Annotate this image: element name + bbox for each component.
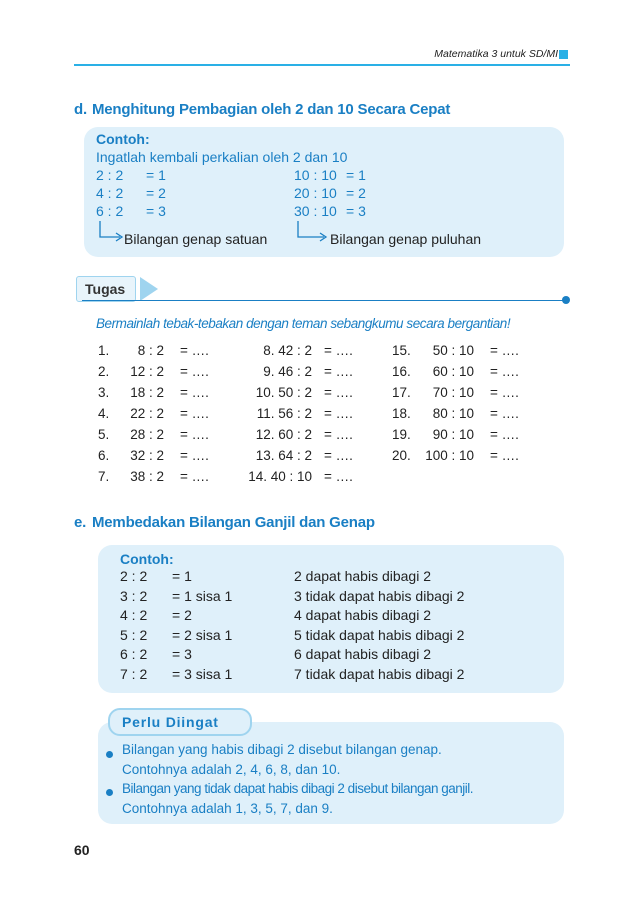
tugas-rule-dot (562, 296, 570, 304)
bullet-icon (106, 789, 113, 796)
parity-result: = 3 sisa 1 (172, 665, 233, 682)
exercise-number: 1. (98, 343, 110, 358)
parity-result: = 1 (172, 568, 192, 584)
exercise-number: 17. (392, 385, 411, 400)
parity-expr: 5 : 2 (120, 626, 148, 643)
exercise-answer: = …. (324, 448, 353, 463)
exercise-expr: 22 : 2 (130, 406, 164, 421)
exercise-number: 6. (98, 448, 110, 463)
exercise-expr: 60 : 10 (432, 364, 474, 379)
parity-note: 3 tidak dapat habis dibagi 2 (294, 587, 465, 604)
exercise-answer: = …. (490, 427, 519, 442)
exercise-answer: = …. (180, 343, 209, 358)
exercise-answer: = …. (180, 427, 209, 442)
parity-note: 5 tidak dapat habis dibagi 2 (294, 626, 465, 643)
section-e-title: e. Membedakan Bilangan Ganjil dan Genap (74, 514, 375, 531)
perlu-diingat-tab: Perlu Diingat (108, 708, 252, 736)
exercise-answer: = …. (180, 406, 209, 421)
contoh-label-e: Contoh: (120, 551, 174, 567)
exercise-expr: 32 : 2 (130, 448, 164, 463)
reminder-2-line2: Contohnya adalah 1, 3, 5, 7, dan 9. (122, 801, 333, 816)
exercise-number: 2. (98, 364, 110, 379)
exercise-expr: 100 : 10 (425, 448, 474, 463)
exercise-expr: 38 : 2 (130, 469, 164, 484)
section-d-title: d. Menghitung Pembagian oleh 2 dan 10 Secara Cepat (74, 101, 451, 118)
exercise-number: 4. (98, 406, 110, 421)
tugas-rule (82, 300, 566, 301)
exercise-number: 18. (392, 406, 411, 421)
section-d-example-box (84, 127, 564, 257)
exercise-answer: = …. (490, 385, 519, 400)
left-row-1-res: = 1 (146, 167, 166, 183)
exercise-answer: = …. (324, 385, 353, 400)
exercise-expr: 80 : 10 (432, 406, 474, 421)
header-rule (74, 64, 570, 66)
parity-expr: 3 : 2 (120, 587, 148, 604)
note-left: Bilangan genap satuan (124, 231, 268, 247)
parity-note: 2 dapat habis dibagi 2 (294, 568, 431, 584)
right-row-1-res: = 1 (346, 167, 366, 183)
exercise-number: 19. (392, 427, 411, 442)
exercise-answer: = …. (324, 406, 353, 421)
page-number: 60 (74, 842, 90, 858)
exercise-answer: = …. (324, 364, 353, 379)
exercise-number: 20. (392, 448, 411, 463)
exercise-expr: 18 : 2 (130, 385, 164, 400)
right-row-2-expr: 20 : 10 (294, 185, 337, 201)
right-row-2-res: = 2 (346, 185, 366, 201)
parity-expr: 6 : 2 (120, 646, 148, 662)
reminder-1-line2: Contohnya adalah 2, 4, 6, 8, dan 10. (122, 762, 341, 777)
exercise-expr: 10. 50 : 2 (255, 385, 312, 400)
right-row-1-expr: 10 : 10 (294, 167, 337, 183)
exercise-answer: = …. (180, 448, 209, 463)
tugas-instruction: Bermainlah tebak-tebakan dengan teman sebangkumu secara bergantian! (96, 316, 511, 331)
exercise-answer: = …. (490, 448, 519, 463)
reminder-1-line1: Bilangan yang habis dibagi 2 disebut bilangan genap. (122, 742, 442, 757)
left-row-3-res: = 3 (146, 203, 166, 219)
parity-expr: 2 : 2 (120, 568, 148, 584)
left-row-2-res: = 2 (146, 185, 166, 201)
exercise-answer: = …. (490, 364, 519, 379)
exercise-answer: = …. (180, 385, 209, 400)
exercise-answer: = …. (180, 364, 209, 379)
exercise-expr: 13. 64 : 2 (255, 448, 312, 463)
arrow-right-icon (296, 221, 330, 243)
exercise-number: 16. (392, 364, 411, 379)
reminder-2-line1: Bilangan yang tidak dapat habis dibagi 2 disebut bilangan ganjil. (122, 781, 474, 796)
exercise-number: 7. (98, 469, 110, 484)
tugas-arrow-icon (140, 277, 158, 301)
exercise-answer: = …. (324, 427, 353, 442)
exercise-expr: 90 : 10 (432, 427, 474, 442)
exercise-answer: = …. (490, 406, 519, 421)
running-header: Matematika 3 untuk SD/MI (434, 48, 558, 60)
exercise-expr: 8. 42 : 2 (263, 343, 312, 358)
note-right: Bilangan genap puluhan (330, 231, 482, 247)
parity-expr: 7 : 2 (120, 665, 148, 682)
parity-expr: 4 : 2 (120, 607, 148, 623)
right-row-3-expr: 30 : 10 (294, 203, 337, 219)
exercise-expr: 9. 46 : 2 (263, 364, 312, 379)
parity-result: = 3 (172, 646, 192, 662)
exercise-expr: 8 : 2 (137, 343, 164, 358)
example-intro: Ingatlah kembali perkalian oleh 2 dan 10 (96, 149, 348, 165)
section-e-example-box (98, 545, 564, 693)
parity-result: = 2 (172, 607, 192, 623)
bullet-icon (106, 751, 113, 758)
contoh-label-d: Contoh: (96, 131, 150, 147)
left-row-1-expr: 2 : 2 (96, 167, 124, 183)
exercise-number: 15. (392, 343, 411, 358)
parity-note: 6 dapat habis dibagi 2 (294, 646, 431, 662)
exercise-answer: = …. (490, 343, 519, 358)
exercise-number: 3. (98, 385, 110, 400)
header-square-mark (559, 50, 568, 59)
exercise-expr: 12. 60 : 2 (255, 427, 312, 442)
exercise-answer: = …. (324, 343, 353, 358)
exercise-number: 5. (98, 427, 110, 442)
exercise-expr: 11. 56 : 2 (256, 406, 312, 421)
parity-result: = 1 sisa 1 (172, 587, 233, 604)
exercise-answer: = …. (324, 469, 353, 484)
tugas-tab: Tugas (76, 276, 136, 302)
left-row-3-expr: 6 : 2 (96, 203, 124, 219)
exercise-answer: = …. (180, 469, 209, 484)
parity-note: 7 tidak dapat habis dibagi 2 (294, 665, 465, 682)
exercise-expr: 12 : 2 (130, 364, 164, 379)
parity-result: = 2 sisa 1 (172, 626, 233, 643)
exercise-expr: 14. 40 : 10 (248, 469, 312, 484)
left-row-2-expr: 4 : 2 (96, 185, 124, 201)
parity-note: 4 dapat habis dibagi 2 (294, 607, 431, 623)
exercise-expr: 28 : 2 (130, 427, 164, 442)
exercise-expr: 50 : 10 (432, 343, 474, 358)
exercise-expr: 70 : 10 (432, 385, 474, 400)
right-row-3-res: = 3 (346, 203, 366, 219)
